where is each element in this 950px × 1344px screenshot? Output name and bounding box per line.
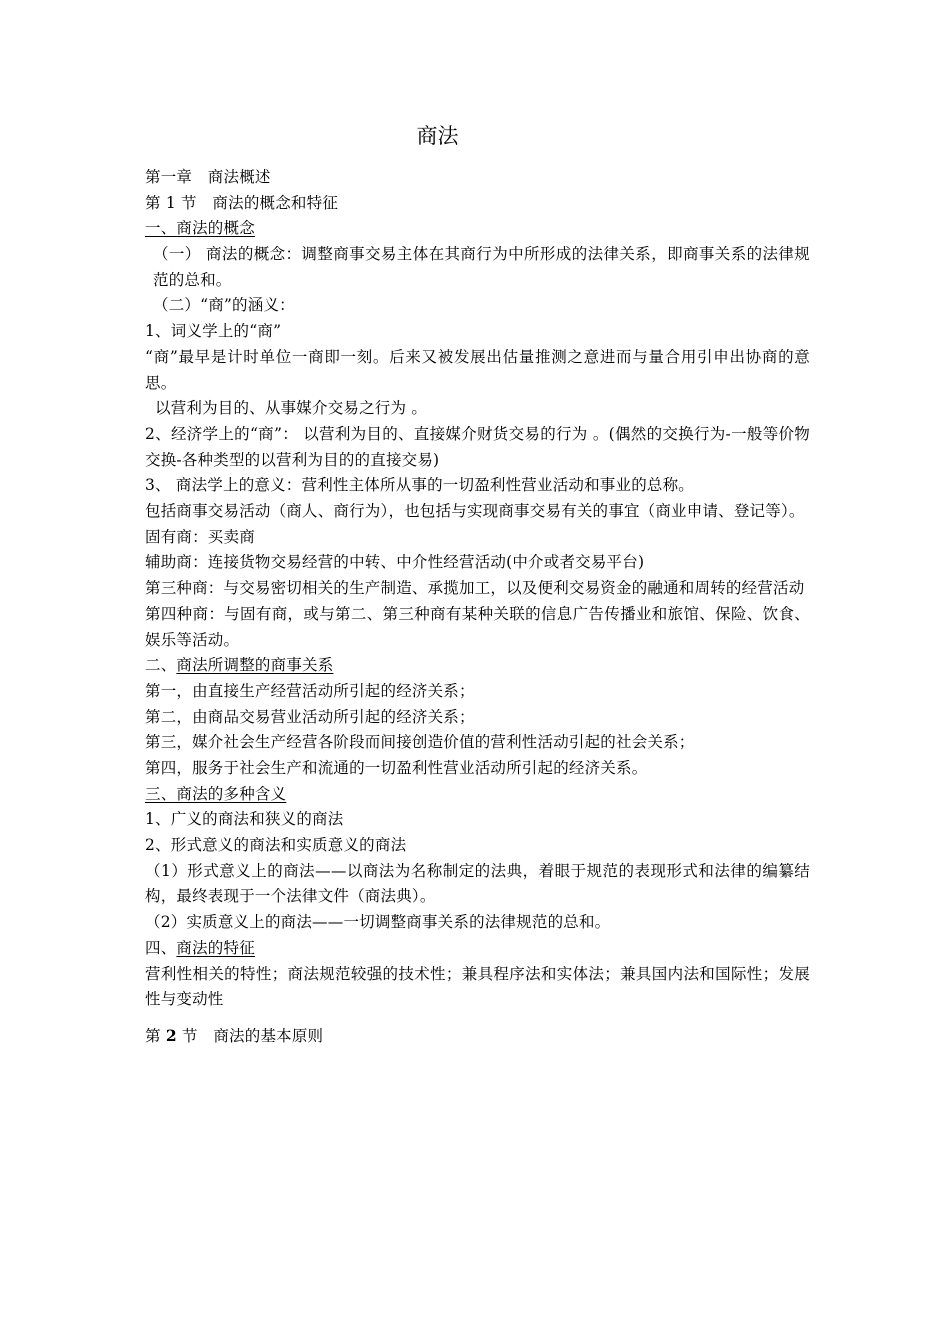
paragraph: 2、形式意义的商法和实质意义的商法 <box>145 836 407 855</box>
paragraph: 包括商事交易活动（商人、商行为），也包括与实现商事交易有关的事宜（商业申请、登记等）。 <box>145 502 805 521</box>
paragraph: 第二，由商品交易营业活动所引起的经济关系； <box>145 707 475 726</box>
subheading <box>145 653 810 679</box>
spacer <box>145 1013 810 1023</box>
subheading-text: 商法所调整的商事关系 <box>176 656 334 675</box>
section-title: 节 商法的基本原则 <box>176 1026 324 1045</box>
subheading <box>145 782 810 808</box>
paragraph: 辅助商：连接货物交易经营的中转、中介性经营活动(中介或者交易平台) <box>145 553 645 572</box>
section-number: 2 <box>165 1025 177 1045</box>
section-heading: 第 1 节 商法的概念和特征 <box>145 193 339 212</box>
document-body <box>145 165 810 1049</box>
paragraph: （2）实质意义上的商法——一切调整商事关系的法律规范的总和。 <box>145 913 611 932</box>
subheading-prefix: 二、 <box>145 656 177 675</box>
subheading <box>145 216 810 242</box>
paragraph: 第四，服务于社会生产和流通的一切盈利性营业活动所引起的经济关系。 <box>145 758 648 777</box>
document-title: 商法 <box>416 124 459 148</box>
paragraph: 营利性相关的特性；商法规范较强的技术性；兼具程序法和实体法；兼具国内法和国际性；发展性与变动性 <box>145 964 810 1009</box>
paragraph: 2、经济学上的“商”： 以营利为目的、直接媒介财货交易的行为 。(偶然的交换行为-一般等价物交换-各种类型的以营利为目的的直接交易) <box>145 424 810 469</box>
paragraph: 第四种商：与固有商，或与第二、第三种商有某种关联的信息广告传播业和旅馆、保险、饮食、娱乐等活动。 <box>145 604 810 649</box>
paragraph: 3、 商法学上的意义：营利性主体所从事的一切盈利性营业活动和事业的总称。 <box>145 476 694 495</box>
paragraph: （一） 商法的概念：调整商事交易主体在其商行为中所形成的法律关系，即商事关系的法律规范的总和。 <box>153 245 810 289</box>
paragraph: 第三，媒介社会生产经营各阶段而间接创造价值的营利性活动引起的社会关系； <box>145 733 695 752</box>
paragraph: 以营利为目的、从事媒介交易之行为 。 <box>155 399 428 418</box>
subheading-text: 商法的概念 <box>176 219 255 238</box>
subheading-text: 三、商法的多种含义 <box>145 784 287 803</box>
paragraph: “商”最早是计时单位一商即一刻。后来又被发展出估量推测之意进而与量合用引申出协商的意思。 <box>145 347 810 392</box>
paragraph: 第三种商：与交易密切相关的生产制造、承揽加工，以及便利交易资金的融通和周转的经营活动 <box>145 579 805 598</box>
chapter-heading: 第一章 商法概述 <box>145 168 271 186</box>
section-heading <box>145 1023 810 1049</box>
subheading <box>145 936 810 962</box>
section-prefix: 第 <box>145 1026 166 1045</box>
paragraph: （1）形式意义上的商法——以商法为名称制定的法典，着眼于规范的表现形式和法律的编纂结构，最终表现于一个法律文件（商法典）。 <box>145 861 810 906</box>
paragraph: 1、词义学上的“商” <box>145 322 282 341</box>
paragraph: 1、广义的商法和狭义的商法 <box>145 810 344 829</box>
subheading-prefix: 一、 <box>145 219 177 238</box>
paragraph: 第一，由直接生产经营活动所引起的经济关系； <box>145 681 475 700</box>
subheading-text: 商法的特征 <box>176 938 255 957</box>
paragraph: （二）“商”的涵义： <box>153 296 295 315</box>
paragraph: 固有商：买卖商 <box>145 527 255 546</box>
subheading-prefix: 四、 <box>145 938 177 957</box>
